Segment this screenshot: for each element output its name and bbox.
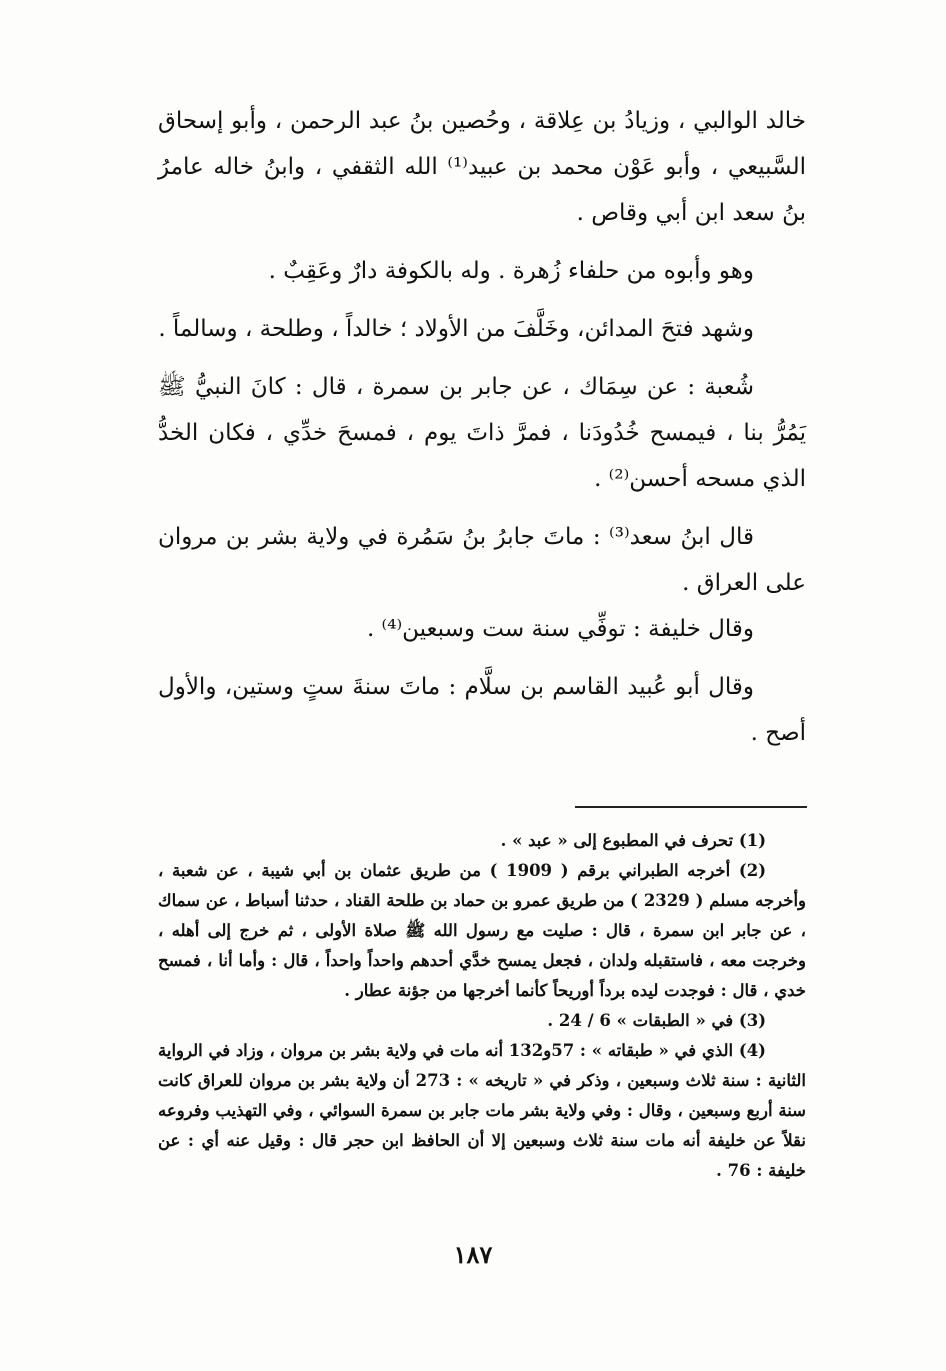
paragraph-ibn-saad (158, 514, 806, 606)
footnote-line: (4) الذي في « طبقاته » : 57و132 أنه مات في ولاية بشر بن مروان ، وزاد في الرواية (158, 1041, 766, 1060)
paragraph-hadith (158, 364, 806, 502)
text-line: ابن أبي وقاص . (576, 200, 726, 226)
footnote-line: خليفة أنه مات سنة ثلاث وسبعين إلا أن الحافظ ابن حجر قال : وقيل عنه أي : عن خليفة : 76 . (158, 1131, 806, 1180)
footnote-1: (1) تحرف في المطبوع إلى « عبد » . (500, 831, 766, 850)
text-line: العراق . (682, 570, 759, 596)
paragraph-narrators (158, 98, 806, 236)
paragraph-allies: وهو وأبوه من حلفاء زُهرة . وله بالكوفة دارٌ وعَقِبٌ . (268, 258, 754, 284)
text-line: بنا ، فيمسح خُدُودَنا ، فمرَّ ذاتَ يوم ، فمسحَ خدِّي ، فكان الخدُّ الذي مسحه (158, 420, 806, 492)
footnote-separator (575, 806, 807, 808)
footnote-line: الثانية : سنة ثلاث وسبعين ، وذكر في « تاريخه » : 273 أن ولاية بشر بن مروان للعراق كانت سنة (158, 1071, 806, 1120)
footnote-line: ابن سمرة ، قال : صليت مع رسول الله ﷺ صلاة الأولى ، ثم خرج إلى أهله ، وخرجت معه ، (158, 921, 806, 970)
footnote-2 (158, 856, 806, 1006)
footnote-line: مسلم ( 2329 ) من طريق عمرو بن حماد بن طلحة القناد ، حدثنا أسباط ، عن سماك ، عن جابر (158, 891, 806, 940)
paragraph-madain: وشهد فتحَ المدائن، وخَلَّفَ من الأولاد ؛ خالداً ، وطلحة ، وسالماً . (158, 316, 754, 342)
text-line: شُعبة : عن سِمَاك ، عن جابر بن سمرة ، قال : كانَ النبيُّ ﷺ يَمُرُّ (158, 374, 807, 446)
footnote-line: (2) أخرجه الطبراني برقم ( 1909 ) من طريق عثمان بن أبي شيبة ، عن شعبة ، وأخرجه (158, 861, 806, 910)
text-line: أصح . (750, 720, 806, 746)
page-number: ١٨٧ (453, 1240, 493, 1269)
footnote-line: أربع وسبعين ، وقال : وفي ولاية بشر مات جابر بن سمرة السوائي ، وفي التهذيب وفروعه نقلاً عن (158, 1101, 806, 1150)
footnote-line: فوجدت ليده برداً أوريحاً كأنما أخرجها من جؤنة عطار . (344, 981, 715, 1000)
footnote-line: فاستقبله ولدان ، فجعل يمسح خدَّي أحدهم واحداً واحداً ، قال : وأما أنا ، فمسح خدي ، قال : (158, 951, 806, 1000)
text-line: قال ابنُ سعد⁽³⁾ : ماتَ جابرُ بنُ سَمُرة في ولاية بشر بن مروان على (158, 524, 806, 596)
text-line: خالد الوالبي ، وزيادُ بن عِلاقة ، وحُصين بنُ عبد الرحمن ، وأبو إسحاق (158, 108, 806, 134)
text-line: وقال أبو عُبيد القاسم بن سلَّام : ماتَ سنةَ ستٍ وستين، والأول (158, 674, 754, 700)
text-line: السَّبيعي ، وأبو عَوْن محمد بن عبيد⁽¹⁾ الله الثقفي ، وابنُ خاله عامرُ بنُ سعد (158, 154, 806, 226)
text-line: أحسن⁽²⁾ . (594, 466, 688, 492)
paragraph-abu-ubaid (158, 664, 806, 756)
main-text (158, 98, 806, 756)
footnotes (158, 826, 806, 1186)
footnote-3: (3) في « الطبقات » 6 / 24 . (547, 1011, 766, 1030)
footnote-4 (158, 1036, 806, 1186)
paragraph-khalifa: وقال خليفة : توفِّي سنة ست وسبعين⁽⁴⁾ . (366, 616, 754, 642)
